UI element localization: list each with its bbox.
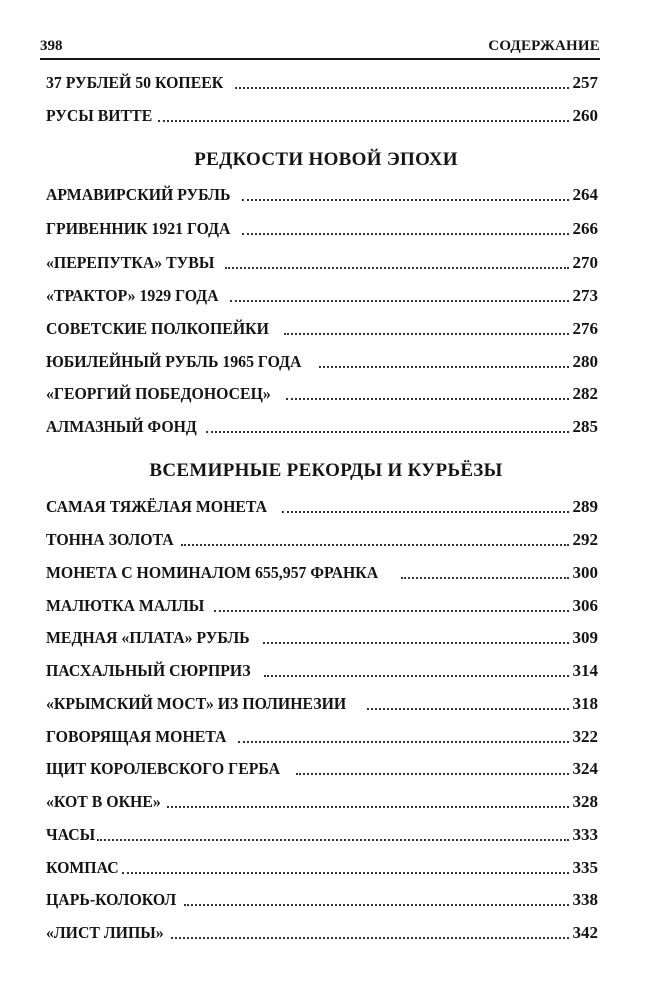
leader-dots (401, 577, 568, 579)
toc-entry-title: ЩИТ КОРОЛЕВСКОГО ГЕРБА (46, 759, 281, 778)
toc-entry-title: МАЛЮТКА МАЛЛЫ (46, 596, 205, 615)
toc-entry-title: «ЛИСТ ЛИПЫ» (46, 923, 164, 942)
toc-entry-title: АЛМАЗНЫЙ ФОНД (46, 417, 197, 436)
toc-entry-title: ТОННА ЗОЛОТА (46, 530, 174, 549)
toc-entry-title: МОНЕТА С НОМИНАЛОМ 655,957 ФРАНКА (46, 563, 379, 582)
page-number: 398 (40, 38, 63, 54)
toc-entry-page: 306 (572, 596, 598, 615)
leader-dots (206, 431, 568, 433)
leader-dots (263, 642, 569, 644)
toc-entry (46, 593, 598, 617)
leader-dots (230, 300, 569, 302)
toc-entry-page: 292 (572, 530, 598, 549)
toc-entry (46, 527, 598, 551)
toc-entry-page: 318 (572, 694, 598, 713)
toc-entry-title: ЧАСЫ (46, 825, 96, 844)
toc-entry-title: ГОВОРЯЩАЯ МОНЕТА (46, 727, 227, 746)
toc-entry-page: 338 (572, 890, 598, 909)
leader-dots (214, 610, 568, 612)
leader-dots (181, 544, 568, 546)
toc-entry-page: 264 (572, 185, 598, 204)
toc-entry-title: МЕДНАЯ «ПЛАТА» РУБЛЬ (46, 628, 250, 647)
toc-entry-title: «ПЕРЕПУТКА» ТУВЫ (46, 253, 215, 272)
toc-entry (46, 494, 598, 518)
toc-entry-title: «КОТ В ОКНЕ» (46, 792, 161, 811)
toc-entry-page: 333 (572, 825, 598, 844)
leader-dots (319, 366, 569, 368)
toc-entry-page: 260 (572, 106, 598, 125)
toc-entry (46, 381, 598, 405)
leader-dots (286, 398, 569, 400)
toc-entry-page: 309 (572, 628, 598, 647)
toc-entry-page: 257 (572, 73, 598, 92)
toc-entry-page: 342 (572, 923, 598, 942)
toc-entry-page: 273 (572, 286, 598, 305)
toc-entry-title: 37 РУБЛЕЙ 50 КОПЕЕК (46, 73, 224, 92)
toc-entry-page: 282 (572, 384, 598, 403)
leader-dots (242, 199, 568, 201)
toc-entry-page: 328 (572, 792, 598, 811)
toc-entry (46, 756, 598, 780)
leader-dots (158, 120, 568, 122)
section-heading: РЕДКОСТИ НОВОЙ ЭПОХИ (194, 149, 458, 170)
toc-entry (46, 103, 598, 127)
toc-entry (46, 316, 598, 340)
toc-entry (46, 414, 598, 438)
toc-entry (46, 855, 598, 879)
toc-entry (46, 724, 598, 748)
leader-dots (282, 511, 569, 513)
leader-dots (284, 333, 569, 335)
toc-entry-page: 270 (572, 253, 598, 272)
toc-entry (46, 70, 598, 94)
page-header (40, 34, 600, 60)
leader-dots (238, 741, 568, 743)
toc-entry-page: 300 (572, 563, 598, 582)
toc-entry (46, 789, 598, 813)
section-heading: ВСЕМИРНЫЕ РЕКОРДЫ И КУРЬЁЗЫ (149, 460, 503, 481)
leader-dots (122, 872, 568, 874)
toc-entry (46, 349, 598, 373)
toc-entry (46, 216, 598, 240)
leader-dots (264, 675, 569, 677)
toc-entry-page: 335 (572, 858, 598, 877)
toc-entry-title: «КРЫМСКИЙ МОСТ» ИЗ ПОЛИНЕЗИИ (46, 694, 347, 713)
toc-entry (46, 250, 598, 274)
toc-entry-page: 276 (572, 319, 598, 338)
running-title: СОДЕРЖАНИЕ (488, 38, 600, 54)
toc-entry-page: 285 (572, 417, 598, 436)
toc-entry-title: ЮБИЛЕЙНЫЙ РУБЛЬ 1965 ГОДА (46, 352, 302, 371)
toc-entry-title: ГРИВЕННИК 1921 ГОДА (46, 219, 231, 238)
leader-dots (167, 806, 568, 808)
toc-entry (46, 283, 598, 307)
toc-entry-title: РУСЫ ВИТТЕ (46, 106, 153, 125)
toc-entry-page: 289 (572, 497, 598, 516)
toc-entry-page: 324 (572, 759, 598, 778)
toc-entry-title: САМАЯ ТЯЖЁЛАЯ МОНЕТА (46, 497, 268, 516)
toc-entry (46, 887, 598, 911)
leader-dots (171, 937, 569, 939)
toc-entry-title: ПАСХАЛЬНЫЙ СЮРПРИЗ (46, 661, 251, 680)
toc-entry (46, 182, 598, 206)
leader-dots (225, 267, 568, 269)
toc-entry (46, 920, 598, 944)
toc-entry-title: ЦАРЬ-КОЛОКОЛ (46, 890, 177, 909)
toc-entry-title: «ТРАКТОР» 1929 ГОДА (46, 286, 219, 305)
leader-dots (296, 773, 569, 775)
leader-dots (97, 839, 569, 841)
toc-entry-page: 322 (572, 727, 598, 746)
toc-entry-title: КОМПАС (46, 858, 119, 877)
toc-entry-page: 266 (572, 219, 598, 238)
toc-entry-title: СОВЕТСКИЕ ПОЛКОПЕЙКИ (46, 319, 269, 338)
leader-dots (235, 87, 569, 89)
leader-dots (184, 904, 569, 906)
toc-entry (46, 658, 598, 682)
toc-entry-page: 314 (572, 661, 598, 680)
leader-dots (367, 708, 569, 710)
toc-entry (46, 822, 598, 846)
toc-entry (46, 560, 598, 584)
toc-entry-page: 280 (572, 352, 598, 371)
toc-entry (46, 691, 598, 715)
leader-dots (242, 233, 568, 235)
toc-entry (46, 625, 598, 649)
toc-entry-title: АРМАВИРСКИЙ РУБЛЬ (46, 185, 231, 204)
toc-entry-title: «ГЕОРГИЙ ПОБЕДОНОСЕЦ» (46, 384, 271, 403)
